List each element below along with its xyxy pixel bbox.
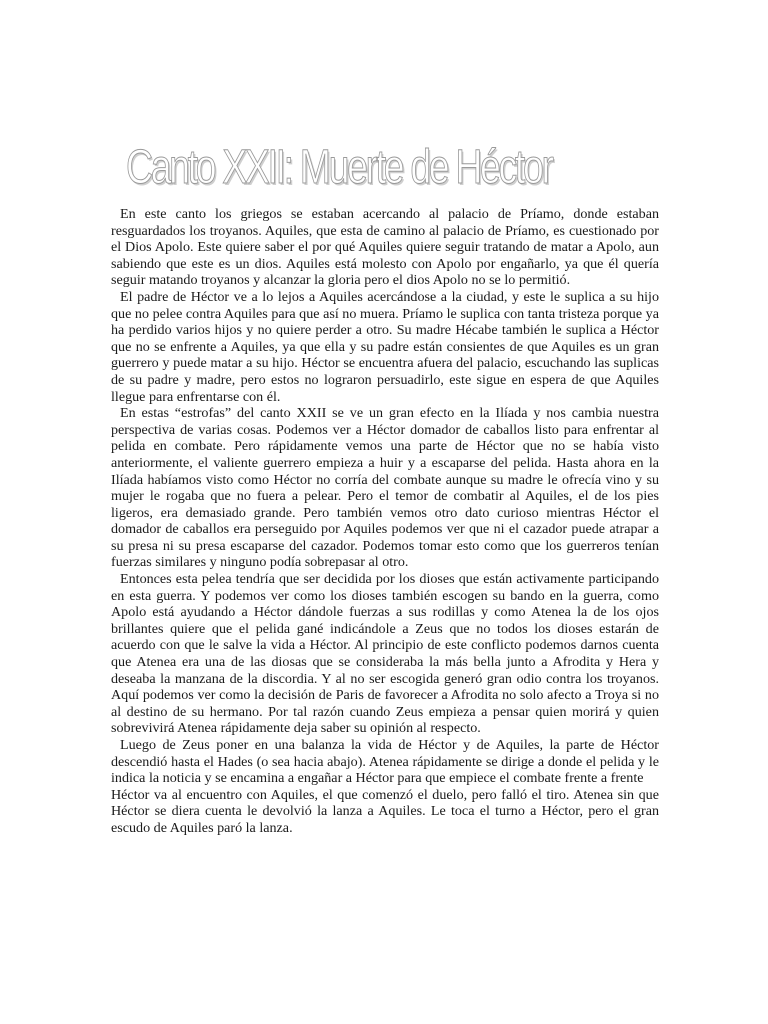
paragraph: Entonces esta pelea tendría que ser decidida por los dioses que están activamente participando en esta guerra. Y podemos ver como los dioses también escogen su bando en la guerra, como Apolo está ayudando a Héctor dándole fuerzas a sus rodillas y como Atenea la de los ojos brillantes quiere que el pelida gané indicándole a Zeus que no todos los dioses estarán de acuerdo con que le salve la vida a Héctor. Al principio de este conflicto podemos darnos cuenta que Atenea era una de las diosas que se consideraba la más bella junto a Afrodita y Hera y deseaba la manzana de la discordia. Y al no ser escogida generó gran odio contra los troyanos. Aquí podemos ver como la decisión de Paris de favorecer a Afrodita no solo afecto a Troya si no al destino de su hermano. Por tal razón cuando Zeus empieza a pensar quien morirá y quien sobrevivirá Atenea rápidamente deja saber su opinión al respecto. — [111, 571, 659, 737]
document-body — [111, 206, 659, 837]
document-title: Canto XXII: Muerte de Héctor — [126, 141, 552, 194]
paragraph: Luego de Zeus poner en una balanza la vida de Héctor y de Aquiles, la parte de Héctor descendió hasta el Hades (o sea hacia abajo). Atenea rápidamente se dirige a donde el pelida y le indica la noticia y se encamina a engañar a Héctor para que empiece el combate frente a frente — [111, 737, 659, 787]
paragraph: En este canto los griegos se estaban acercando al palacio de Príamo, donde estaban resguardados los troyanos. Aquiles, que esta de camino al palacio de Príamo, es cuestionado por el Dios Apolo. Este quiere saber el por qué Aquiles quiere seguir tratando de matar a Apolo, aun sabiendo que este es un dios. Aquiles está molesto con Apolo por engañarlo, ya que él quería seguir matando troyanos y alcanzar la gloria pero el dios Apolo no se lo permitió. — [111, 206, 659, 289]
paragraph: En estas “estrofas” del canto XXII se ve un gran efecto en la Ilíada y nos cambia nuestra perspectiva de varias cosas. Podemos ver a Héctor domador de caballos listo para enfrentar al pelida en combate. Pero rápidamente vemos una parte de Héctor que no se había visto anteriormente, el valiente guerrero empieza a huir y a escaparse del pelida. Hasta ahora en la Ilíada habíamos visto como Héctor no corría del combate aunque su madre le ofrecía vino y su mujer le rogaba que no fuera a pelear. Pero el temor de combatir al Aquiles, el de los pies ligeros, era demasiado grande. Pero también vemos otro dato curioso mientras Héctor el domador de caballos era perseguido por Aquiles podemos ver que ni el cazador puede atrapar a su presa ni su presa escaparse del cazador. Podemos tomar esto como que los guerreros tenían fuerzas similares y ninguno podía sobrepasar al otro. — [111, 405, 659, 571]
paragraph: El padre de Héctor ve a lo lejos a Aquiles acercándose a la ciudad, y este le suplica a su hijo que no pelee contra Aquiles para que así no muera. Príamo le suplica con tanta tristeza porque ya ha perdido varios hijos y no quiere perder a otro. Su madre Hécabe también le suplica a Héctor que no se enfrente a Aquiles, ya que ella y su padre están consientes de que Aquiles es un gran guerrero y puede matar a su hijo. Héctor se encuentra afuera del palacio, escuchando las suplicas de su padre y madre, pero estos no lograron persuadirlo, este sigue en espera de que Aquiles llegue para enfrentarse con él. — [111, 288, 659, 405]
paragraph: Héctor va al encuentro con Aquiles, el que comenzó el duelo, pero falló el tiro. Atenea sin que Héctor se diera cuenta le devolvió la lanza a Aquiles. Le toca el turno a Héctor, pero el gran escudo de Aquiles paró la lanza. — [111, 786, 659, 836]
